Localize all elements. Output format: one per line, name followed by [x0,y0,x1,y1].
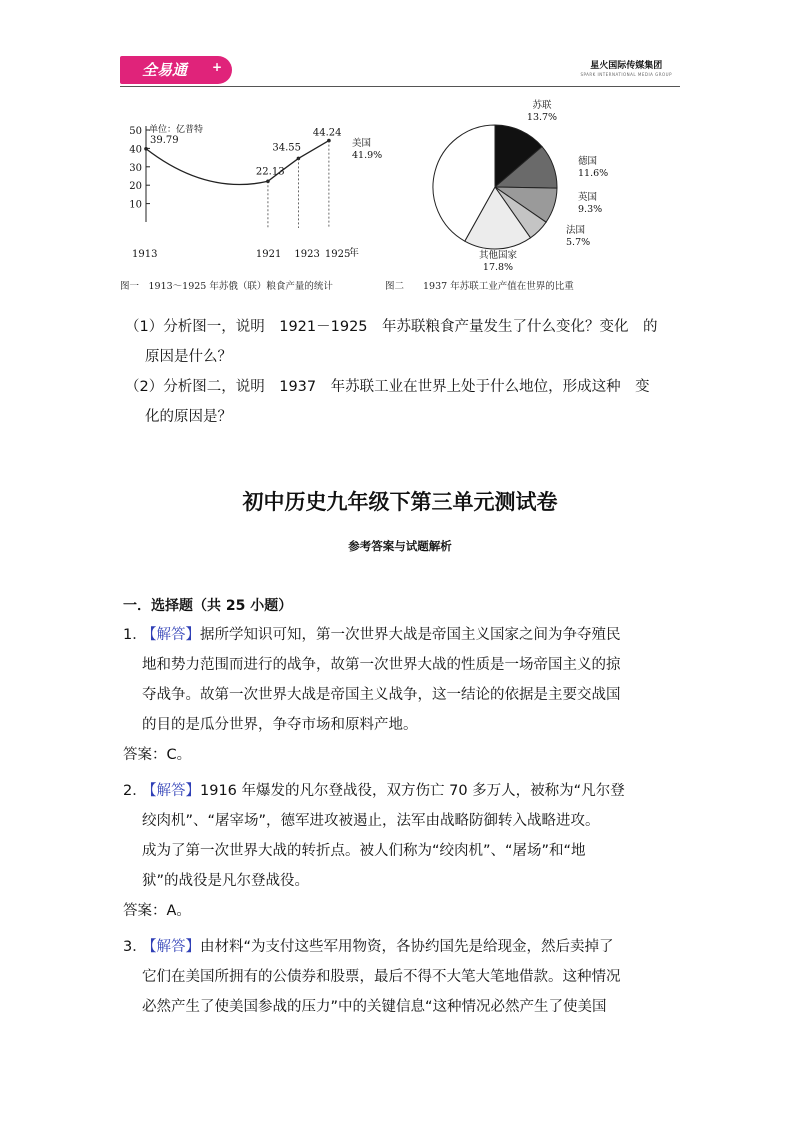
answer-tag: 【解答】 [142,783,200,799]
y-tick-label: 30 [129,162,142,174]
data-label: 22.13 [255,166,285,178]
answer-number: 2． [123,783,147,799]
slice-category-label: 其他国家 [478,250,518,261]
section-heading: 一．选择题（共 25 小题） [123,598,293,614]
y-tick-label: 20 [129,181,142,193]
answer-first-line [123,620,683,650]
header-divider [120,86,680,87]
slice-value-label: 41.9% [352,150,383,161]
question-1-line1: （1）分析图一，说明 1921－1925 年苏联粮食产量发生了什么变化？变化 的 [125,319,658,335]
logo-text: 全易通 [142,61,188,79]
publisher-subname: SPARK INTERNATIONAL MEDIA GROUP [580,72,672,77]
slice-category-label: 德国 [578,156,598,167]
publisher-brand [580,58,672,77]
slice-value-label: 11.6% [578,168,609,179]
question-2 [125,372,685,432]
answer-first-line [123,932,683,962]
slice-category-label: 法国 [566,225,586,236]
answer-line: 狱”的战役是凡尔登战役。 [142,873,310,889]
answer-line: 成为了第一次世界大战的转折点。被人们称为“绞肉机”、“屠场”和“地 [142,843,586,859]
slice-value-label: 13.7% [526,112,558,123]
page-header [120,52,680,90]
x-unit-label: 年 [348,248,359,259]
figure2-caption: 图二 1937 年苏联工业产值在世界的比重 [385,281,574,292]
publisher-name: 星火国际传媒集团 [590,61,663,71]
slice-category-label: 美国 [352,138,372,149]
figure1-caption: 图一 1913～1925 年苏俄（联）粮食产量的统计 [120,281,333,292]
line-chart [120,92,359,277]
x-tick-label: 1921 [255,249,282,260]
answer-result: 答案：A。 [123,903,191,919]
data-label: 44.24 [312,127,342,139]
x-tick-label: 1913 [132,249,158,260]
answer-line: 它们在美国所拥有的公债券和股票，最后不得不大笔大笔地借款。这种情况 [142,969,621,985]
question-1 [125,312,685,372]
answer-line: 地和势力范围而进行的战争，故第一次世界大战的性质是一场帝国主义的掠 [142,657,621,673]
answer-number: 3． [123,939,147,955]
page-subtitle: 参考答案与试题解析 [348,539,452,553]
answer-result: 答案：C。 [123,747,192,763]
answer-line: 必然产生了使美国参战的压力”中的关键信息“这种情况必然产生了使美国 [142,999,607,1015]
data-point [144,147,148,151]
question-1-line2: 原因是什么？ [145,349,232,365]
page-title: 初中历史九年级下第三单元测试卷 [242,490,558,514]
slice-value-label: 17.8% [482,262,514,273]
y-tick-label: 40 [129,144,142,156]
x-tick-label: 1925 [324,249,351,260]
question-2-line2: 化的原因是？ [145,409,232,425]
y-tick-label: 10 [129,199,142,211]
data-label: 34.55 [272,142,302,154]
answer-1 [123,620,683,770]
slice-category-label: 苏联 [532,100,552,111]
answer-tag: 【解答】 [142,939,200,955]
question-2-line1: （2）分析图二，说明 1937 年苏联工业在世界上处于什么地位，形成这种 变 [125,379,650,395]
answer-2 [123,776,683,926]
answer-line: 夺战争。故第一次世界大战是帝国主义战争，这一结论的依据是主要交战国 [142,687,621,703]
slice-value-label: 9.3% [578,204,603,215]
slice-value-label: 5.7% [566,237,591,248]
brand-logo [120,56,232,84]
figures-area [120,92,680,302]
answer-line: 绞肉机”、“屠宰场”，德军进攻被遏止，法军由战略防御转入战略进攻。 [142,813,600,829]
y-tick-label: 50 [129,126,142,137]
x-tick-label: 1923 [294,249,320,260]
answer-text: 由材料“为支付这些军用物资，各协约国先是给现金，然后卖掉了 [200,939,614,955]
answer-first-line [123,776,683,806]
unit-label: 单位：亿普特 [149,125,204,135]
slice-category-label: 英国 [578,192,598,203]
answer-tag: 【解答】 [142,627,200,643]
logo-plus: + [211,60,222,74]
answer-line: 的目的是瓜分世界，争夺市场和原料产地。 [142,717,418,733]
data-line [146,141,329,185]
answer-text: 据所学知识可知，第一次世界大战是帝国主义国家之间为争夺殖民 [200,627,621,643]
answer-number: 1． [123,627,147,643]
answer-text: 1916 年爆发的凡尔登战役，双方伤亡 70 多万人，被称为“凡尔登 [200,783,625,799]
pie-chart [350,92,680,277]
data-label: 39.79 [150,134,179,146]
answer-3 [123,932,683,1022]
